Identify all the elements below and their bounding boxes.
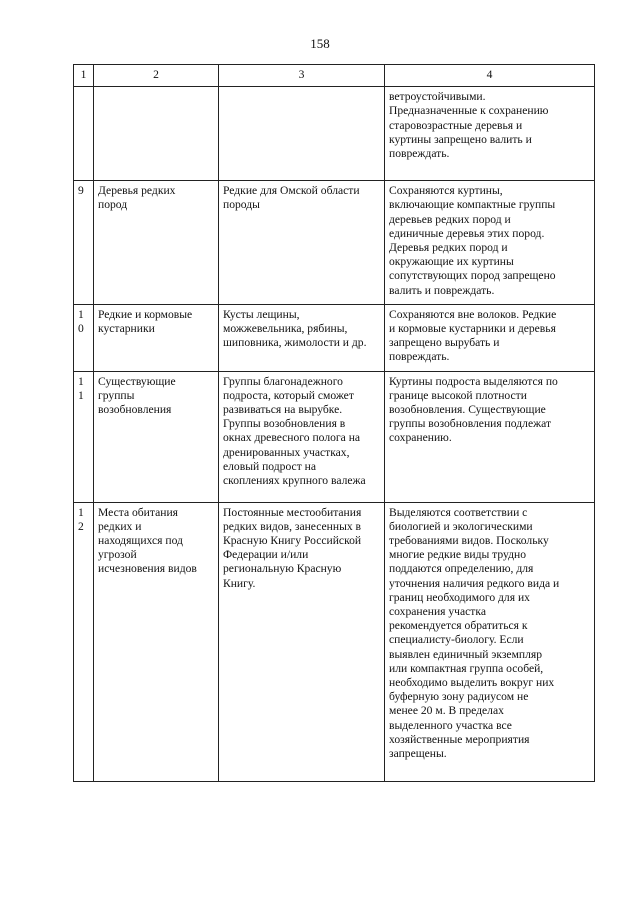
header-cell-3: 3 [219,65,385,87]
row-name [94,87,219,181]
table-row [74,502,595,781]
row-number [74,87,94,181]
row-objects: Постоянные местообитания редких видов, занесенных в Красную Книгу Российской Федерации и/или региональную Красную Книгу. [219,502,385,781]
row-objects: Группы благонадежного подроста, который сможет развиваться на вырубке. Группы возобновления в окнах древесного полога на дренированных участках, еловый подрост на скоплениях крупного валежа [219,371,385,502]
table-row [74,371,595,502]
row-objects [219,87,385,181]
row-objects: Редкие для Омской области породы [219,181,385,305]
row-number: 12 [74,502,94,781]
row-objects: Кусты лещины, можжевельника, рябины, шиповника, жимолости и др. [219,304,385,371]
document-table [73,64,595,782]
table-row [74,181,595,305]
row-regime: ветроустойчивыми. Предназначенные к сохранению старовозрастные деревья и куртины запрещено валить и повреждать. [385,87,595,181]
row-name: Существующие группы возобновления [94,371,219,502]
row-number: 9 [74,181,94,305]
header-cell-2: 2 [94,65,219,87]
table-row [74,87,595,181]
row-name: Места обитания редких и находящихся под угрозой исчезновения видов [94,502,219,781]
header-cell-1: 1 [74,65,94,87]
row-regime: Сохраняются куртины, включающие компактные группы деревьев редких пород и единичные деревья этих пород. Деревья редких пород и окружающие их куртины сопутствующих пород запрещено валить и повреждать. [385,181,595,305]
row-regime: Сохраняются вне волоков. Редкие и кормовые кустарники и деревья запрещено вырубать и повреждать. [385,304,595,371]
row-number: 10 [74,304,94,371]
row-regime: Куртины подроста выделяются по границе высокой плотности возобновления. Существующие группы возобновления подлежат сохранению. [385,371,595,502]
header-cell-4: 4 [385,65,595,87]
row-name: Редкие и кормовые кустарники [94,304,219,371]
row-name: Деревья редких пород [94,181,219,305]
page-number: 158 [310,36,330,51]
row-regime: Выделяются соответствии с биологией и экологическими требованиями видов. Поскольку многие редкие виды трудно поддаются определению, для уточнения наличия редкого вида и границ необходимого для их сохранения участка рекомендуется обратиться к специалисту-биологу. Если выявлен единичный экземпляр или компактная группа особей, необходимо выделить вокруг них буферную зону радиусом не менее 20 м. В пределах выделенного участка все хозяйственные мероприятия запрещены. [385,502,595,781]
table-row [74,304,595,371]
row-number: 11 [74,371,94,502]
table-header-row [74,65,595,87]
